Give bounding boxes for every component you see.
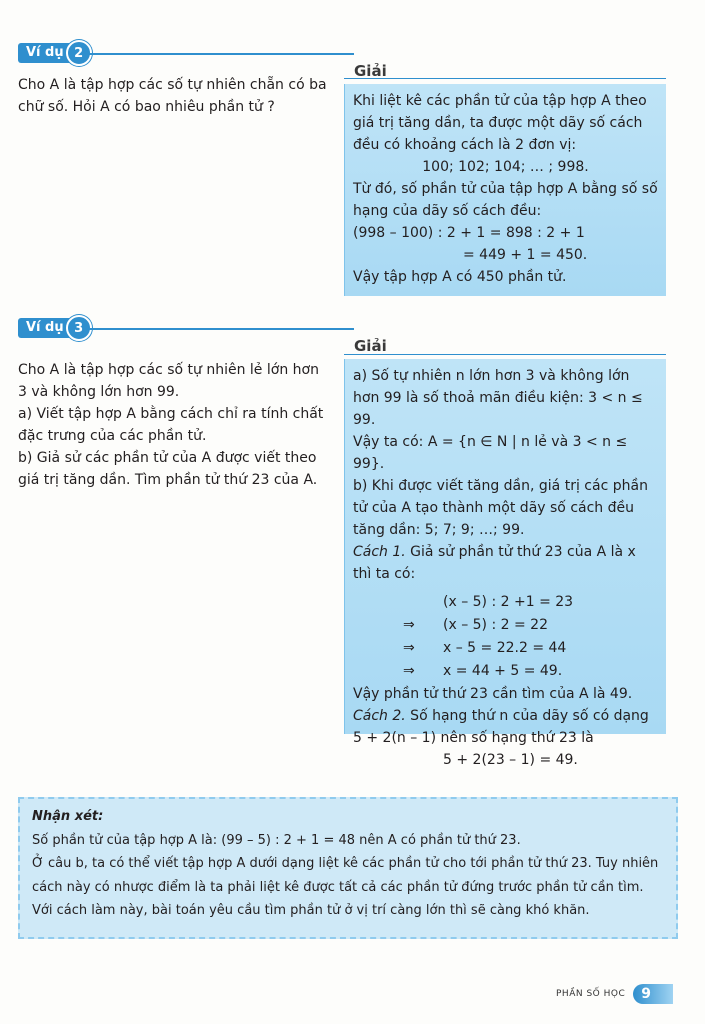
remark-line: Với cách làm này, bài toán yêu cầu tìm phần tử ở vị trí càng lớn thì sẽ càng khó khăn. bbox=[32, 903, 590, 918]
method-2-text: Số hạng thứ n của dãy số có dạng 5 + 2(n – 1) nên số hạng thứ 23 là bbox=[353, 708, 649, 746]
solution-line: 100; 102; 104; … ; 998. bbox=[422, 159, 589, 175]
solution-line: (998 – 100) : 2 + 1 = 898 : 2 + 1 bbox=[353, 225, 585, 241]
method-1-text: Giả sử phần tử thứ 23 của A là x thì ta có: bbox=[353, 544, 636, 582]
example-3-rule bbox=[84, 328, 354, 330]
example-3-solution-title: Giải bbox=[354, 337, 387, 355]
example-2-solution-box bbox=[344, 84, 666, 296]
equation-row bbox=[353, 660, 658, 683]
implies-symbol: ⇒ bbox=[403, 640, 415, 656]
example-2-solution-title: Giải bbox=[354, 62, 387, 80]
section-name: PHẦN SỐ HỌC bbox=[556, 989, 626, 999]
solution-a1: a) Số tự nhiên n lớn hơn 3 và không lớn hơn 99 là số thoả mãn điều kiện: 3 < n ≤ 99. bbox=[353, 368, 643, 428]
example-2-solution-rule bbox=[344, 78, 666, 79]
example-3-problem bbox=[18, 359, 330, 491]
example-3-number: 3 bbox=[66, 315, 92, 341]
remark-box bbox=[18, 797, 678, 939]
implies-symbol bbox=[353, 591, 443, 614]
example-2-label: Ví dụ bbox=[18, 43, 70, 63]
implies-symbol: ⇒ bbox=[403, 663, 415, 679]
remark-title: Nhận xét: bbox=[32, 809, 104, 824]
problem-line: b) Giả sử các phần tử của A được viết theo giá trị tăng dần. Tìm phần tử thứ 23 của A. bbox=[18, 450, 318, 488]
method-2-label: Cách 2. bbox=[353, 708, 406, 724]
implies-symbol: ⇒ bbox=[403, 617, 415, 633]
example-2-rule bbox=[84, 53, 354, 55]
equation: (x – 5) : 2 = 22 bbox=[443, 617, 548, 633]
method-1-label: Cách 1. bbox=[353, 544, 406, 560]
solution-line: Từ đó, số phần tử của tập hợp A bằng số số hạng của dãy số cách đều: bbox=[353, 181, 658, 219]
example-3-solution-box bbox=[344, 359, 666, 768]
page-number: 9 bbox=[633, 984, 673, 1004]
method-1 bbox=[353, 541, 658, 585]
method-2 bbox=[353, 705, 658, 749]
page-footer bbox=[556, 983, 673, 1005]
solution-line: Khi liệt kê các phần tử của tập hợp A theo giá trị tăng dần, ta được một dãy số cách đều có khoảng cách là 2 đơn vị: bbox=[353, 93, 647, 153]
solution-line: Vậy tập hợp A có 450 phần tử. bbox=[353, 269, 567, 285]
equation-row bbox=[353, 637, 658, 660]
problem-line: Cho A là tập hợp các số tự nhiên lẻ lớn hơn 3 và không lớn hơn 99. bbox=[18, 362, 319, 400]
equation-row bbox=[353, 614, 658, 637]
equation: x = 44 + 5 = 49. bbox=[443, 663, 563, 679]
remark-line: Số phần tử của tập hợp A là: (99 – 5) : 2 + 1 = 48 nên A có phần tử thứ 23. bbox=[32, 832, 521, 848]
solution-b: b) Khi được viết tăng dần, giá trị các phần tử của A tạo thành một dãy số cách đều tăng dần: 5; 7; 9; …; 99. bbox=[353, 478, 648, 538]
problem-line: a) Viết tập hợp A bằng cách chỉ ra tính chất đặc trưng của các phần tử. bbox=[18, 406, 324, 444]
solution-a2: Vậy ta có: A = {n ∈ N | n lẻ và 3 < n ≤ 99}. bbox=[353, 434, 628, 472]
example-3-label: Ví dụ bbox=[18, 318, 70, 338]
equation: x – 5 = 22.2 = 44 bbox=[443, 640, 567, 656]
remark-line: Ở câu b, ta có thể viết tập hợp A dưới dạng liệt kê các phần tử cho tới phần tử thứ 23. Tuy nhiên cách này có nhược điểm là ta phải liệt kê được tất cả các phần tử đứng trước phần tử cần tìm. bbox=[32, 856, 659, 895]
example-2-number: 2 bbox=[66, 40, 92, 66]
example-2-problem: Cho A là tập hợp các số tự nhiên chẵn có ba chữ số. Hỏi A có bao nhiêu phần tử ? bbox=[18, 77, 327, 115]
solution-line: = 449 + 1 = 450. bbox=[463, 247, 588, 263]
example-3-tag bbox=[18, 315, 92, 341]
example-3-solution-rule bbox=[344, 354, 666, 355]
equation: (x – 5) : 2 +1 = 23 bbox=[443, 594, 574, 610]
method-2-equation: 5 + 2(23 – 1) = 49. bbox=[443, 752, 578, 768]
example-2-tag bbox=[18, 40, 92, 66]
equation-row bbox=[353, 591, 658, 614]
method-1-result: Vậy phần tử thứ 23 cần tìm của A là 49. bbox=[353, 686, 633, 702]
